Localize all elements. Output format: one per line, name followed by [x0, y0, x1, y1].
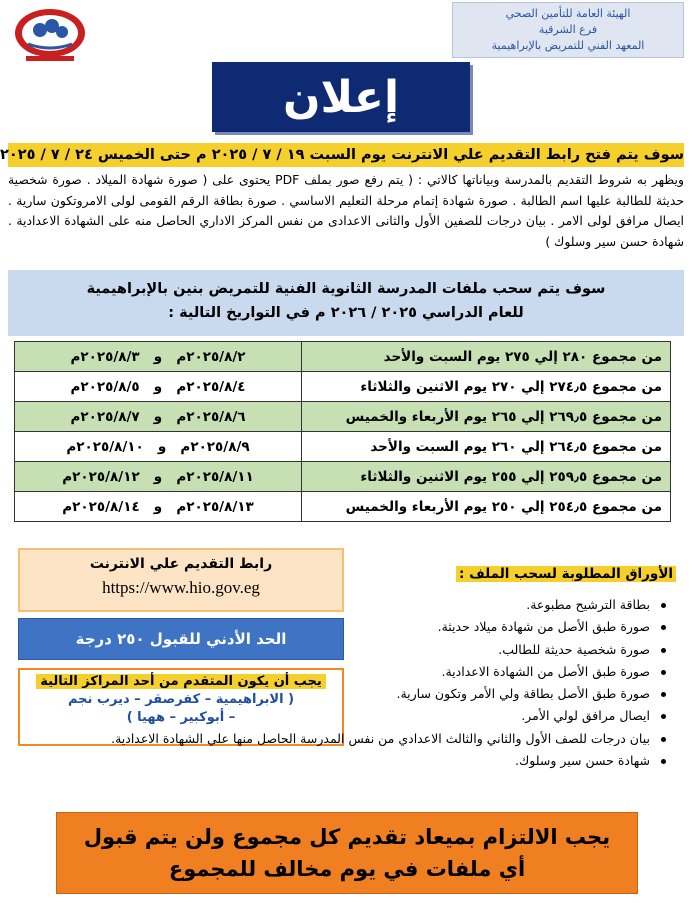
centers-title: يجب أن يكون المتقدم من أحد المراكز التالية — [36, 674, 326, 689]
table-row — [15, 402, 671, 432]
requirements-list — [8, 594, 670, 772]
score-range-cell: من مجموع ٢٦٤٫٥ إلي ٢٦٠ يوم السبت والأحد — [302, 432, 671, 462]
banner-line-2: أي ملفات في يوم مخالف للمجموع — [168, 857, 526, 881]
requirements-title-text: الأوراق المطلوبة لسحب الملف : — [456, 566, 676, 582]
score-range-cell: من مجموع ٢٧٤٫٥ إلي ٢٧٠ يوم الاثنين والثلاثاء — [302, 372, 671, 402]
files-line-2: للعام الدراسي ٢٠٢٥ / ٢٠٢٦ م في التواريخ التالية : — [168, 305, 524, 321]
table-row — [15, 372, 671, 402]
dates-cell — [15, 492, 302, 522]
online-link-title: رابط التقديم علي الانترنت — [89, 556, 273, 572]
date-end: ٢٠٢٥/٨/١٤م — [62, 498, 140, 515]
dates-cell — [15, 342, 302, 372]
centers-list-line: ( الابراهيمية – كفرصقر – ديرب نجم — [67, 692, 295, 707]
announcement-title-box — [212, 62, 470, 132]
list-item: بيان درجات للصف الأول والثاني والثالث الاعدادي من نفس المدرسة الحاصل منها علي الشهادة الاعدادية. — [8, 728, 670, 750]
date-separator: و — [153, 498, 163, 515]
announcement-title: إعلان — [282, 71, 400, 123]
date-end: ٢٠٢٥/٨/١٠م — [66, 438, 144, 455]
list-item: ايصال مرافق لولي الأمر. — [358, 705, 670, 727]
online-link-url[interactable]: https://www.hio.gov.eg — [102, 578, 260, 597]
table-row — [15, 492, 671, 522]
minimum-score-box: الحد الأدني للقبول ٢٥٠ درجة — [18, 618, 344, 660]
date-start: ٢٠٢٥/٨/١٣م — [176, 498, 254, 515]
schedule-table — [14, 341, 671, 522]
banner-line-1: يجب الالتزام بميعاد تقديم كل مجموع ولن يتم قبول — [83, 825, 611, 849]
org-line: المعهد الفني للتمريض بالإبراهيمية — [491, 39, 645, 52]
date-separator: و — [153, 348, 163, 365]
dates-cell — [15, 402, 302, 432]
date-separator: و — [157, 438, 167, 455]
table-row — [15, 342, 671, 372]
files-line-1: سوف يتم سحب ملفات المدرسة الثانوية الفنية للتمريض بنين بالإبراهيمية — [86, 281, 606, 297]
date-separator: و — [153, 468, 163, 485]
date-start: ٢٠٢٥/٨/٦م — [176, 408, 246, 425]
dates-cell — [15, 372, 302, 402]
dates-cell — [15, 462, 302, 492]
date-end: ٢٠٢٥/٨/٣م — [70, 348, 140, 365]
list-item: صورة طبق الأصل بطاقة ولي الأمر وتكون سارية. — [358, 683, 670, 705]
org-line: الهيئة العامة للتأمين الصحي — [505, 7, 631, 20]
list-item: صورة شخصية حديثة للطالب. — [358, 639, 670, 661]
organization-header — [452, 2, 684, 58]
compliance-banner — [56, 812, 638, 894]
org-line: فرع الشرقية — [538, 23, 598, 36]
dates-cell — [15, 432, 302, 462]
list-item: صورة طبق الأصل من شهادة ميلاد حديثة. — [358, 616, 670, 638]
score-range-cell: من مجموع ٢٦٩٫٥ إلي ٢٦٥ يوم الأربعاء والخميس — [302, 402, 671, 432]
requirements-title — [438, 566, 676, 582]
date-separator: و — [153, 378, 163, 395]
date-start: ٢٠٢٥/٨/١١م — [176, 468, 254, 485]
date-start: ٢٠٢٥/٨/٢م — [176, 348, 246, 365]
date-end: ٢٠٢٥/٨/١٢م — [62, 468, 140, 485]
list-item: شهادة حسن سير وسلوك. — [8, 750, 670, 772]
date-start: ٢٠٢٥/٨/٩م — [180, 438, 250, 455]
table-row — [15, 432, 671, 462]
date-separator: و — [153, 408, 163, 425]
file-withdrawal-notice — [8, 270, 684, 336]
list-item: بطاقة الترشيح مطبوعة. — [358, 594, 670, 616]
score-range-cell: من مجموع ٢٥٤٫٥ إلي ٢٥٠ يوم الأربعاء والخميس — [302, 492, 671, 522]
score-range-cell: من مجموع ٢٥٩٫٥ إلي ٢٥٥ يوم الاثنين والثلاثاء — [302, 462, 671, 492]
list-item: صورة طبق الأصل من الشهادة الاعدادية. — [358, 661, 670, 683]
date-start: ٢٠٢٥/٨/٤م — [176, 378, 246, 395]
table-row — [15, 462, 671, 492]
centers-list-line: – أبوكبير – ههيا ) — [126, 710, 236, 725]
date-end: ٢٠٢٥/٨/٧م — [70, 408, 140, 425]
intro-paragraph: ويظهر به شروط التقديم بالمدرسة وبياناتها كالاتي : ( يتم رفع صور بملف PDF يحتوى على ( صورة شهادة الميلاد . صورة شخصية حديثة للطالبة عليها اسم الطالبة . صورة شهادة إتمام مرحلة التعليم الاساسي . صورة بطاقة الرقم القومى لولى الامروتكون سارية . ايصال مرافق لولى الامر . بيان درجات للصفين الأول والثانى الاعدادى من نفس المركز الاداري الحاصل منه على الشهادة الاعدادية . شهادة حسن سير وسلوك ) — [8, 172, 684, 249]
score-range-cell: من مجموع ٢٨٠ إلي ٢٧٥ يوم السبت والأحد — [302, 342, 671, 372]
health-insurance-logo-icon — [12, 6, 88, 64]
application-open-line: سوف يتم فتح رابط التقديم علي الانترنت يوم السبت ١٩ / ٧ / ٢٠٢٥ م حتى الخميس ٢٤ / ٧ / ٢٠٢٥ — [8, 143, 684, 167]
date-end: ٢٠٢٥/٨/٥م — [70, 378, 140, 395]
